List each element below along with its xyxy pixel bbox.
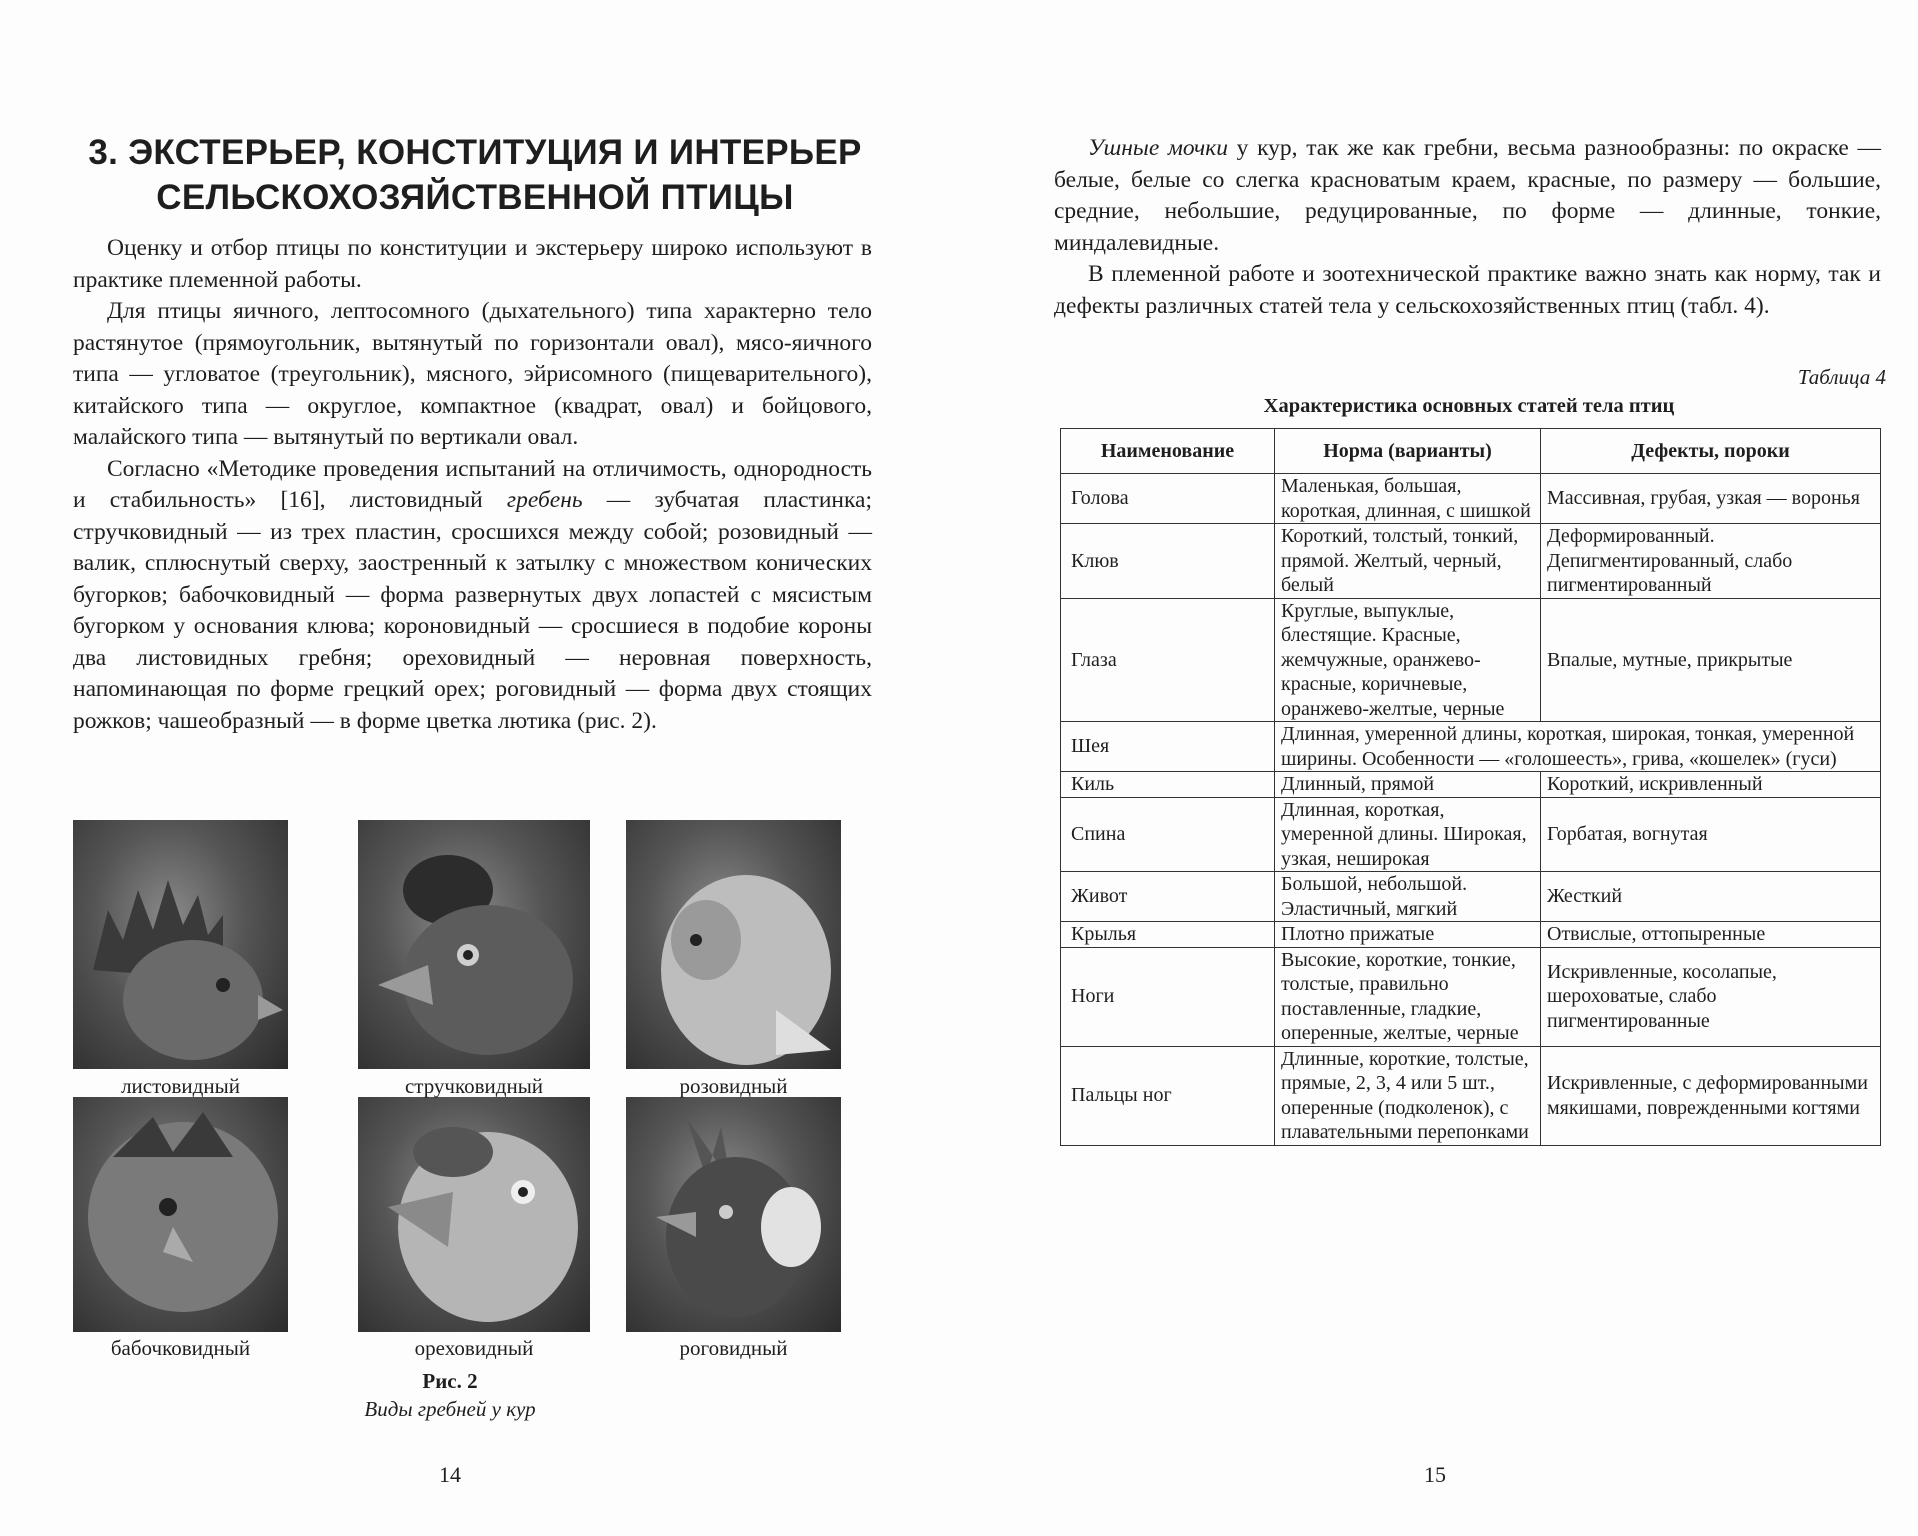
table-cell: Маленькая, большая, короткая, длинная, с шишкой xyxy=(1275,474,1541,524)
column-header-norm: Норма (варианты) xyxy=(1275,429,1541,474)
column-header-name: Наименование xyxy=(1061,429,1275,474)
table-cell: Впалые, мутные, прикрытые xyxy=(1541,598,1881,722)
page-number-right: 15 xyxy=(1424,1462,1446,1487)
table-cell: Короткий, искривленный xyxy=(1541,772,1881,798)
left-body-text xyxy=(73,233,872,737)
table-cell: Деформированный. Депигментированный, слабо пигментированный xyxy=(1541,524,1881,599)
photo-walnut-comb xyxy=(358,1097,590,1332)
heading-line-2: СЕЛЬСКОХОЗЯЙСТВЕННОЙ ПТИЦЫ xyxy=(156,178,794,217)
caption-butterfly: бабочковидный xyxy=(110,1336,251,1360)
table-cell: Отвислые, оттопыренные xyxy=(1541,922,1881,948)
table-label: Таблица 4 xyxy=(1797,365,1886,389)
caption-leaf: листовидный xyxy=(121,1074,240,1098)
paragraph-earlobes: Ушные мочки у кур, так же как гребни, весьма разнообразны: по окраске — белые, белые со слегка красноватым краем, красные, по размеру — большие, средние, небольшие, редуцированные, по форме — длинные, тонкие, миндалевидные. xyxy=(1054,135,1882,256)
paragraph-1: Оценку и отбор птицы по конституции и экстерьеру широко используют в практике племенной работы. xyxy=(73,235,872,293)
table-row xyxy=(1061,524,1881,599)
table-cell: Длинная, короткая, умеренной длины. Широкая, узкая, неширокая xyxy=(1275,797,1541,872)
chapter-heading xyxy=(70,130,880,220)
table-header-row xyxy=(1061,429,1881,474)
table-title: Характеристика основных статей тела птиц xyxy=(1263,395,1675,417)
table-row xyxy=(1061,598,1881,722)
table-cell: Шея xyxy=(1061,722,1275,772)
table-cell: Жесткий xyxy=(1541,872,1881,922)
photo-butterfly-comb xyxy=(73,1097,288,1332)
table-cell-merged: Длинная, умеренной длины, короткая, широкая, тонкая, умеренной ширины. Особенности — «голошеесть», грива, «кошелек» (гуси) xyxy=(1275,722,1881,772)
photo-rose-comb xyxy=(626,820,841,1069)
table-cell: Массивная, грубая, узкая — воронья xyxy=(1541,474,1881,524)
table-row xyxy=(1061,922,1881,948)
table-cell: Голова xyxy=(1061,474,1275,524)
caption-rose: розовидный xyxy=(679,1074,788,1098)
table-cell: Киль xyxy=(1061,772,1275,798)
table-row xyxy=(1061,947,1881,1046)
table-row xyxy=(1061,722,1881,772)
table-row xyxy=(1061,872,1881,922)
photo-leaf-comb xyxy=(73,820,288,1069)
term-comb: гребень xyxy=(506,487,583,513)
heading-line-1: 3. ЭКСТЕРЬЕР, КОНСТИТУЦИЯ И ИНТЕРЬЕР xyxy=(88,133,862,172)
table-cell: Пальцы ног xyxy=(1061,1046,1275,1145)
paragraph-2: Для птицы яичного, лептосомного (дыхательного) типа характерно тело растянутое (прямоугольник, вытянутый по горизонтали овал), мясо-яичного типа — угловатое (треугольник), мясного, эйрисомного (пищеварительного), китайского типа — округлое, компактное (квадрат, овал) и бойцового, малайского типа — вытянутый по вертикали овал. xyxy=(73,298,872,450)
table-cell: Длинные, короткие, толстые, прямые, 2, 3, 4 или 5 шт., оперенные (подколенок), с плавательными перепонками xyxy=(1275,1046,1541,1145)
table-cell: Круглые, выпуклые, блестящие. Красные, жемчужные, оранжево-красные, коричневые, оранжево-желтые, черные xyxy=(1275,598,1541,722)
figure-number: Рис. 2 xyxy=(422,1369,478,1393)
right-page xyxy=(959,0,1918,1536)
table-cell: Крылья xyxy=(1061,922,1275,948)
table-row xyxy=(1061,797,1881,872)
paragraph-breeding: В племенной работе и зоотехнической практике важно знать как норму, так и дефекты различных статей тела у сельскохозяйственных птиц (табл. 4). xyxy=(1054,261,1881,319)
table-cell: Живот xyxy=(1061,872,1275,922)
table-cell: Плотно прижатые xyxy=(1275,922,1541,948)
column-header-defects: Дефекты, пороки xyxy=(1541,429,1881,474)
paragraph-3: Согласно «Методике проведения испытаний на отличимость, однородность и стабильность» [16], листовидный гребень — зубчатая пластинка; стручковидный — из трех пластин, сросшихся между собой; розовидный — валик, сплюснутый сверху, заостренный к затылку с множеством конических бугорков; бабочковидный — форма развернутых двух лопастей с мясистым бугорком у основания клюва; короновидный — сросшиеся в подобие короны два листовидных гребня; ореховидный — неровная поверхность, напоминающая по форме грецкий орех; роговидный — форма двух стоящих рожков; чашеобразный — в форме цветка лютика (рис. 2). xyxy=(73,455,872,734)
caption-walnut: ореховидный xyxy=(414,1336,534,1360)
table-cell: Глаза xyxy=(1061,598,1275,722)
figure-subtitle: Виды гребней у кур xyxy=(364,1397,536,1421)
table-cell: Горбатая, вогнутая xyxy=(1541,797,1881,872)
table-cell: Ноги xyxy=(1061,947,1275,1046)
table-cell: Большой, небольшой. Эластичный, мягкий xyxy=(1275,872,1541,922)
table-cell: Искривленные, косолапые, шероховатые, слабо пигментированные xyxy=(1541,947,1881,1046)
table-cell: Клюв xyxy=(1061,524,1275,599)
caption-pea: стручковидный xyxy=(404,1074,544,1098)
table-cell: Искривленные, с деформированными мякишами, поврежденными когтями xyxy=(1541,1046,1881,1145)
photo-horn-comb xyxy=(626,1097,841,1332)
caption-horn: роговидный xyxy=(679,1336,788,1360)
table-row xyxy=(1061,1046,1881,1145)
body-characteristics-table xyxy=(1060,428,1881,1146)
table-cell: Короткий, толстый, тонкий, прямой. Желтый, черный, белый xyxy=(1275,524,1541,599)
right-body-text xyxy=(1054,133,1881,322)
table-cell: Высокие, короткие, тонкие, толстые, правильно поставленные, гладкие, оперенные, желтые, черные xyxy=(1275,947,1541,1046)
table-cell: Длинный, прямой xyxy=(1275,772,1541,798)
photo-pea-comb xyxy=(358,820,590,1069)
term-earlobes: Ушные мочки xyxy=(1088,135,1229,161)
table-row xyxy=(1061,474,1881,524)
table-cell: Спина xyxy=(1061,797,1275,872)
page-number-left: 14 xyxy=(439,1462,461,1487)
table-row xyxy=(1061,772,1881,798)
